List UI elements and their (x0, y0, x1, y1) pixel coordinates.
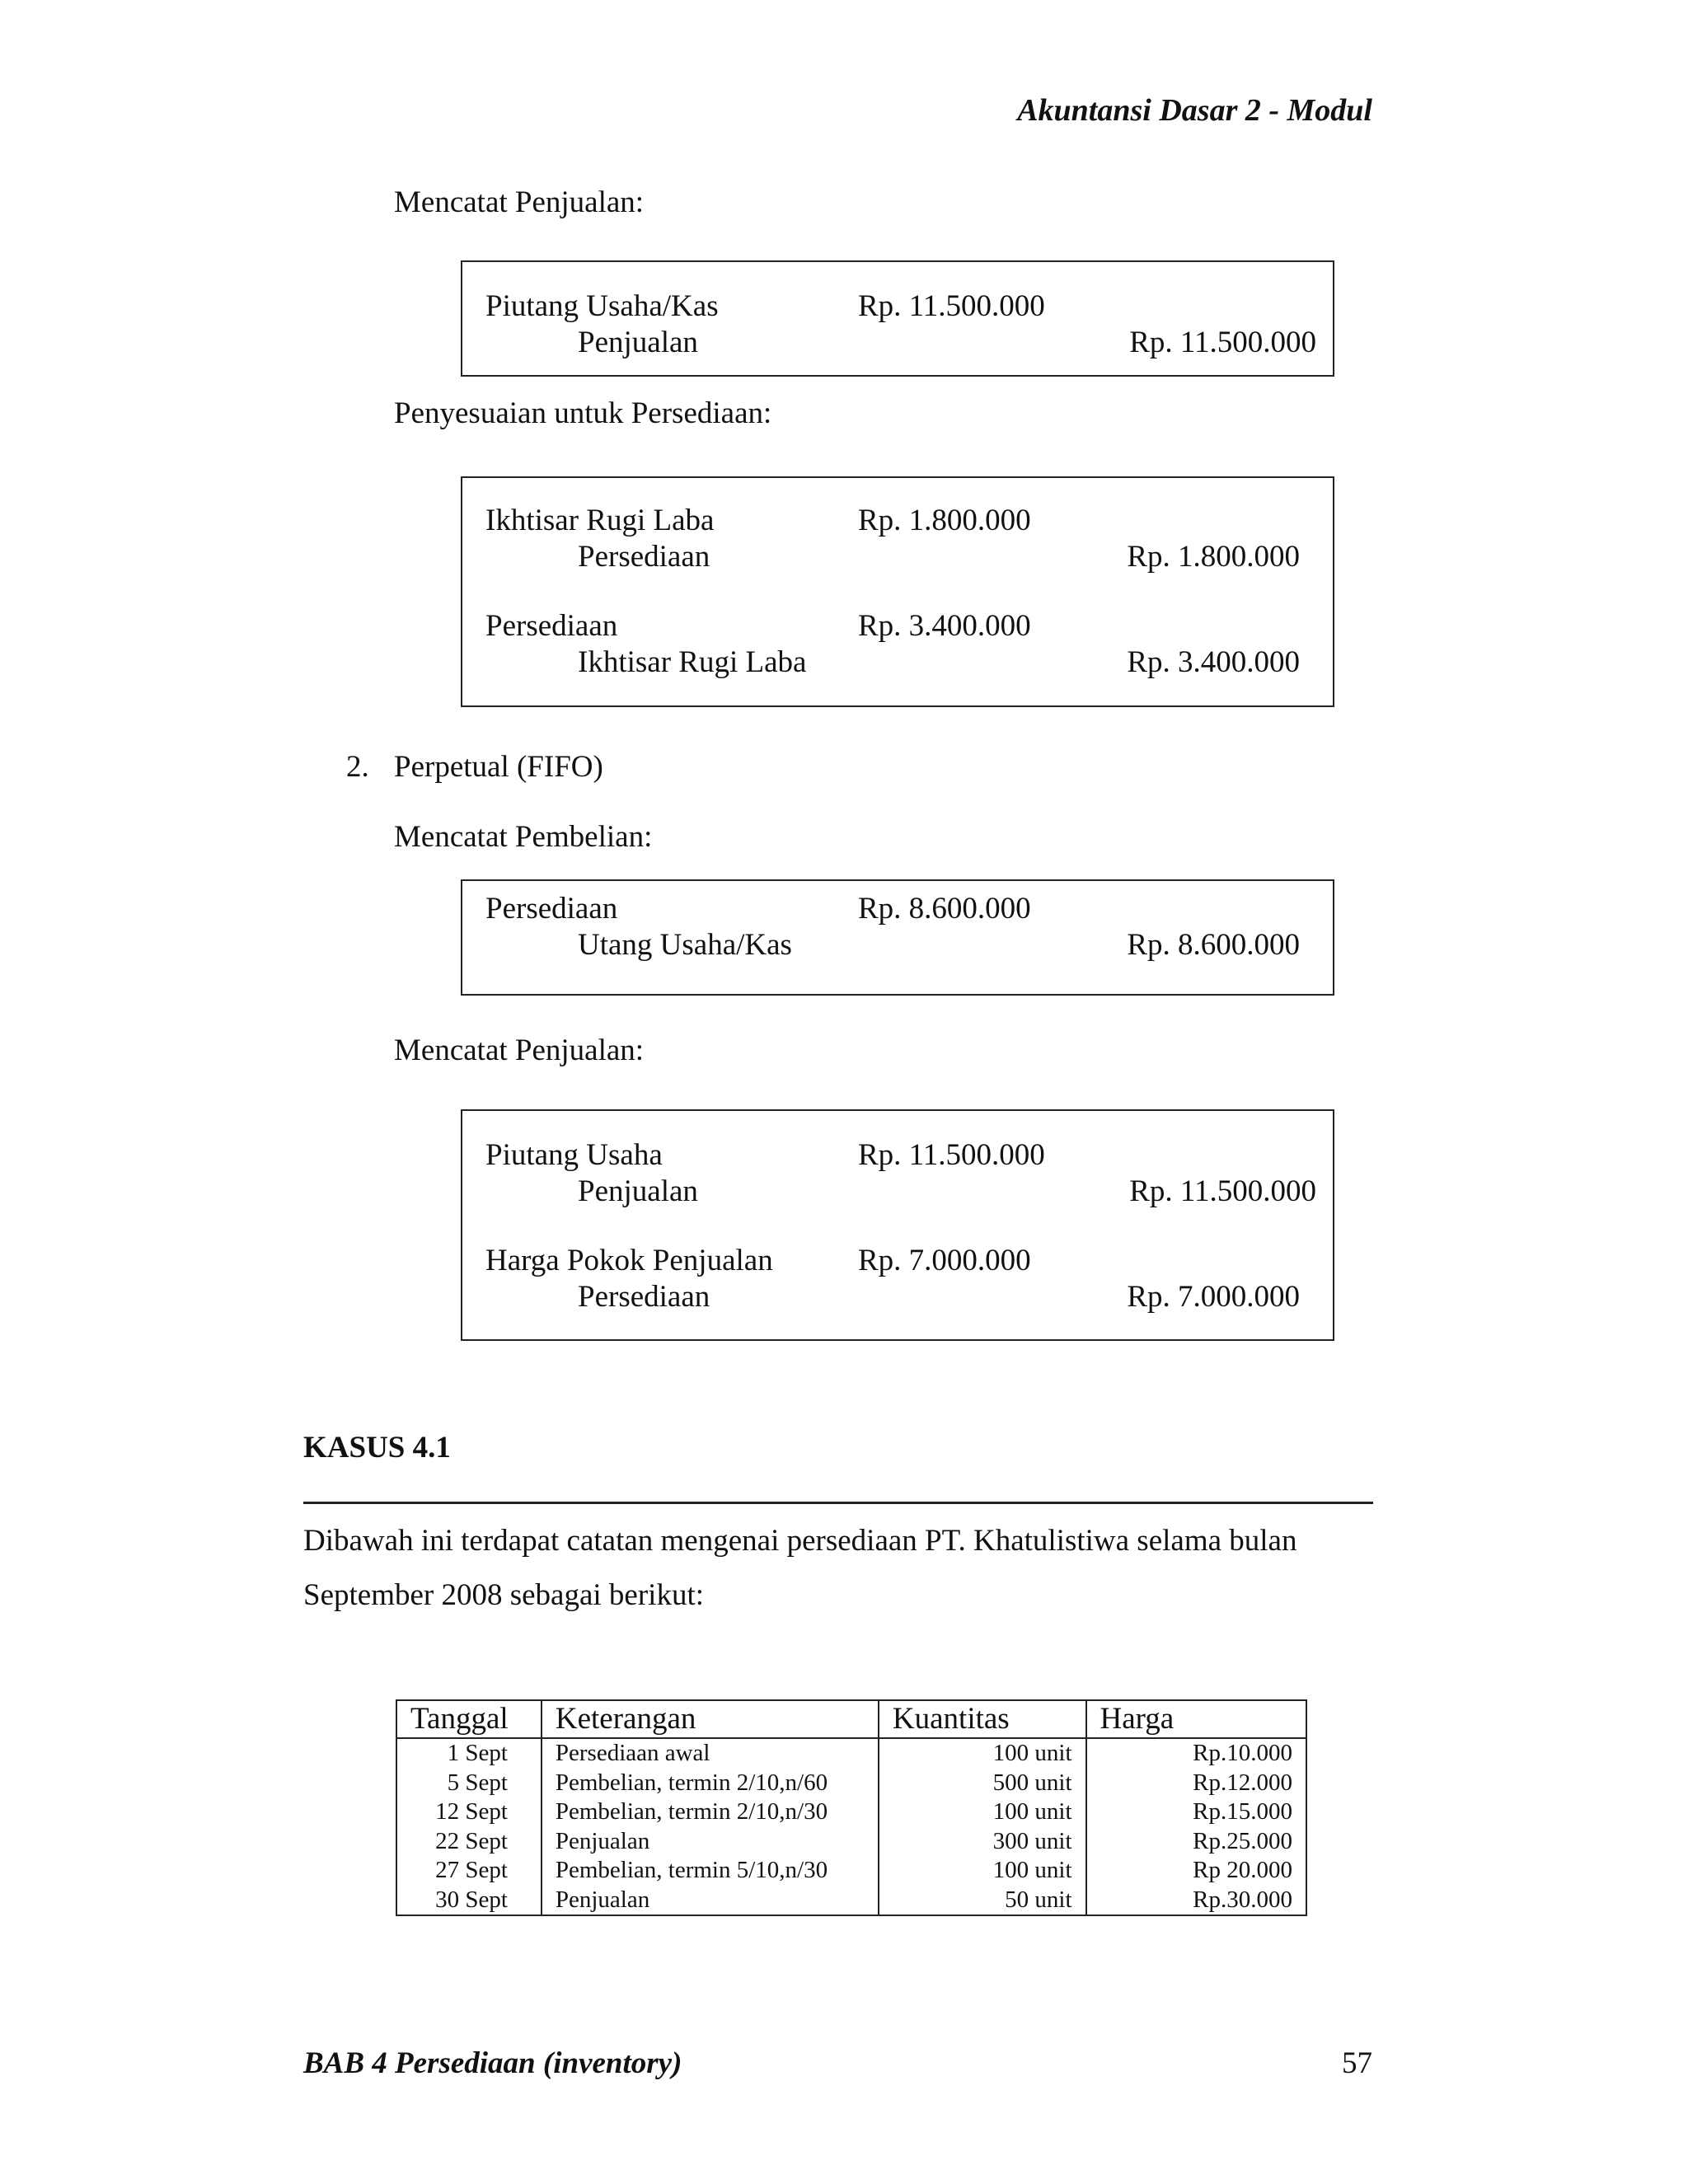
table-row (396, 1769, 1306, 1798)
debit-amount: Rp. 1.800.000 (858, 504, 1031, 537)
cell-quantity: 100 unit (879, 1797, 1086, 1827)
debit-amount: Rp. 11.500.000 (858, 1138, 1045, 1172)
credit-account: Persediaan (578, 1280, 710, 1314)
journal-box-sales-periodic (461, 260, 1334, 377)
cell-price: Rp.15.000 (1086, 1797, 1306, 1827)
case-intro-line-1: Dibawah ini terdapat catatan mengenai persediaan PT. Khatulistiwa selama bulan (303, 1524, 1297, 1558)
credit-account: Ikhtisar Rugi Laba (578, 645, 807, 679)
cell-date: 12 Sept (396, 1797, 542, 1827)
footer-chapter: BAB 4 Persediaan (inventory) (303, 2046, 682, 2080)
cell-description: Penjualan (542, 1827, 879, 1857)
debit-amount: Rp. 7.000.000 (858, 1244, 1031, 1277)
cell-description: Pembelian, termin 5/10,n/30 (542, 1856, 879, 1886)
cell-price: Rp.30.000 (1086, 1886, 1306, 1916)
inventory-table (396, 1699, 1307, 1916)
cell-description: Pembelian, termin 2/10,n/60 (542, 1769, 879, 1798)
table-row (396, 1738, 1306, 1769)
table-row (396, 1856, 1306, 1886)
credit-account: Penjualan (578, 1174, 698, 1208)
debit-account: Persediaan (485, 609, 618, 643)
cell-quantity: 300 unit (879, 1827, 1086, 1857)
column-header-quantity: Kuantitas (879, 1700, 1086, 1738)
cell-quantity: 50 unit (879, 1886, 1086, 1916)
table-row (396, 1827, 1306, 1857)
table-row (396, 1886, 1306, 1916)
cell-quantity: 100 unit (879, 1856, 1086, 1886)
journal-box-adjustment (461, 476, 1334, 707)
table-row (396, 1797, 1306, 1827)
section-label-sales: Mencatat Penjualan: (394, 185, 645, 219)
debit-amount: Rp. 8.600.000 (858, 892, 1031, 926)
case-heading: KASUS 4.1 (303, 1431, 451, 1465)
debit-amount: Rp. 11.500.000 (858, 289, 1045, 323)
section-label-sales-perpetual: Mencatat Penjualan: (394, 1033, 645, 1067)
cell-date: 27 Sept (396, 1856, 542, 1886)
credit-account: Utang Usaha/Kas (578, 928, 792, 962)
list-number: 2. (346, 750, 369, 784)
cell-date: 1 Sept (396, 1738, 542, 1769)
journal-box-sales-perpetual (461, 1109, 1334, 1341)
cell-price: Rp.12.000 (1086, 1769, 1306, 1798)
credit-amount: Rp. 7.000.000 (1127, 1280, 1300, 1314)
credit-account: Penjualan (578, 326, 698, 359)
column-header-price: Harga (1086, 1700, 1306, 1738)
column-header-date: Tanggal (396, 1700, 542, 1738)
table-header-row (396, 1700, 1306, 1738)
cell-date: 5 Sept (396, 1769, 542, 1798)
cell-description: Pembelian, termin 2/10,n/30 (542, 1797, 879, 1827)
debit-account: Persediaan (485, 892, 618, 926)
running-header: Akuntansi Dasar 2 - Modul (1017, 93, 1372, 128)
debit-account: Harga Pokok Penjualan (485, 1244, 773, 1277)
debit-amount: Rp. 3.400.000 (858, 609, 1031, 643)
page-number: 57 (1342, 2046, 1372, 2080)
credit-amount: Rp. 11.500.000 (1129, 1174, 1316, 1208)
credit-amount: Rp. 11.500.000 (1129, 326, 1316, 359)
section-divider (303, 1502, 1373, 1504)
debit-account: Piutang Usaha (485, 1138, 663, 1172)
journal-box-purchase (461, 879, 1334, 996)
cell-description: Persediaan awal (542, 1738, 879, 1769)
cell-price: Rp.25.000 (1086, 1827, 1306, 1857)
debit-account: Ikhtisar Rugi Laba (485, 504, 715, 537)
case-intro-line-2: September 2008 sebagai berikut: (303, 1578, 705, 1612)
cell-date: 22 Sept (396, 1827, 542, 1857)
credit-amount: Rp. 1.800.000 (1127, 540, 1300, 574)
cell-quantity: 100 unit (879, 1738, 1086, 1769)
cell-description: Penjualan (542, 1886, 879, 1916)
section-label-perpetual: Perpetual (FIFO) (394, 750, 603, 784)
cell-date: 30 Sept (396, 1886, 542, 1916)
cell-price: Rp 20.000 (1086, 1856, 1306, 1886)
credit-account: Persediaan (578, 540, 710, 574)
debit-account: Piutang Usaha/Kas (485, 289, 719, 323)
credit-amount: Rp. 3.400.000 (1127, 645, 1300, 679)
cell-price: Rp.10.000 (1086, 1738, 1306, 1769)
section-label-adjustment: Penyesuaian untuk Persediaan: (394, 396, 772, 430)
section-label-purchase: Mencatat Pembelian: (394, 820, 653, 854)
credit-amount: Rp. 8.600.000 (1127, 928, 1300, 962)
cell-quantity: 500 unit (879, 1769, 1086, 1798)
column-header-description: Keterangan (542, 1700, 879, 1738)
